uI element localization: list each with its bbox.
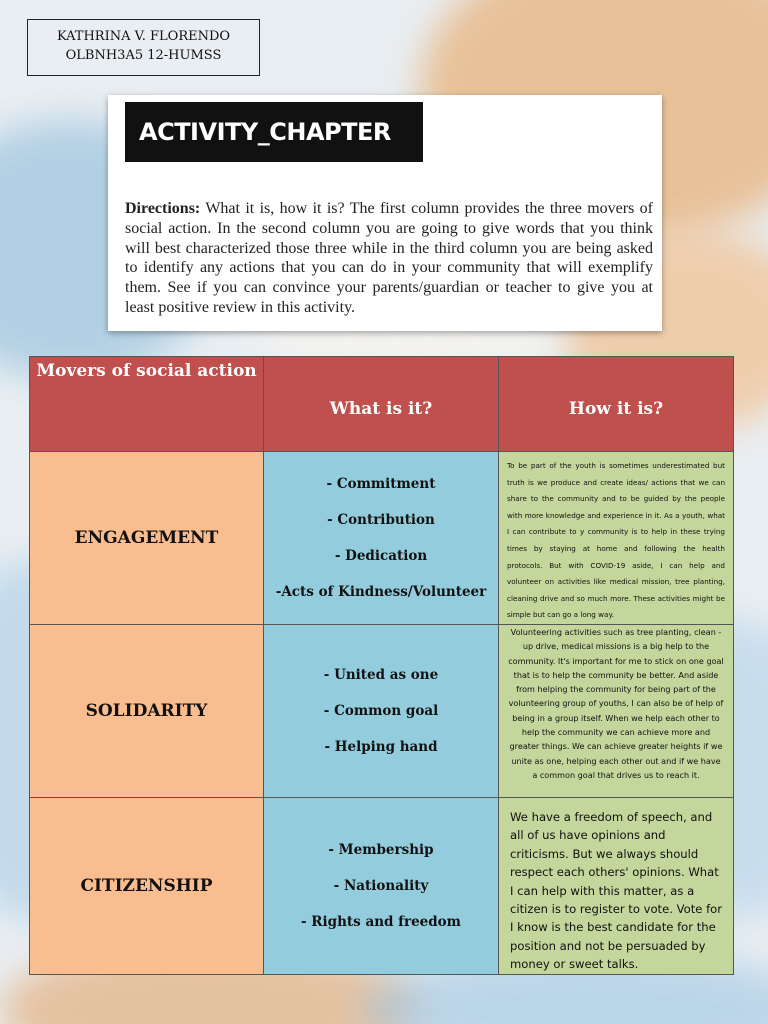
mover-cell: ENGAGEMENT (30, 452, 264, 625)
what-item: - Nationality (333, 877, 429, 894)
what-cell (264, 625, 499, 798)
header-movers: Movers of social action (30, 357, 264, 452)
how-cell (499, 625, 734, 798)
directions-paragraph (125, 199, 653, 318)
what-item: -Acts of Kindness/Volunteer (275, 584, 487, 600)
header-how: How it is? (499, 357, 734, 452)
mover-cell: SOLIDARITY (30, 625, 264, 798)
student-info-box (27, 19, 260, 76)
what-item: - United as one (323, 667, 439, 683)
activity-title: ACTIVITY_CHAPTER 10 (125, 102, 423, 162)
what-item: - Rights and freedom (301, 913, 461, 930)
what-item: - Common goal (323, 703, 439, 719)
how-text: We have a freedom of speech, and all of us have opinions and criticisms. But we always should respect each others' opinions. What I can help with this matter, as a citizen is to register to vote. Vote for I know is the best candidate for the position and not be persuaded by money or sweet talks. (510, 810, 723, 972)
table-row (30, 452, 734, 625)
what-item: - Helping hand (324, 739, 438, 755)
what-item: - Dedication (334, 548, 428, 564)
directions-label: Directions: (125, 200, 201, 217)
header-what: What is it? (264, 357, 499, 452)
mover-cell: CITIZENSHIP (30, 798, 264, 975)
how-text: Volunteering activities such as tree planting, clean -up drive, medical missions is a big help to the community. It's important for me to stick on one goal that is to help the community be better. And aside from helping the community for being part of the volunteering group of youths, I can also be of help of being in a group itself. When we help each other to help the community we can achieve more and greater things. We can achieve greater heights if we unite as one, helping each other out and if we have a common goal that drives us to reach it. (508, 627, 724, 780)
how-cell (499, 452, 734, 625)
directions-text: What it is, how it is? The first column provides the three movers of social action. In the second column you are going to give words that you think will best characterized those three while in the third column you are being asked to identify any actions that you can do in your community that will exemplify them. See if you can convince your parents/guardian or teacher to give you at least positive review in this activity. (125, 200, 653, 316)
activity-card (108, 95, 662, 331)
student-name: KATHRINA V. FLORENDO (56, 29, 231, 44)
what-item: - Commitment (326, 476, 436, 492)
what-item: - Contribution (327, 512, 435, 528)
movers-table (29, 356, 734, 975)
how-text: To be part of the youth is sometimes underestimated but truth is we produce and create ideas/ actions that we can share to the community and to be guided by the people with more knowledge and experience in it. As a youth, what I can contribute to y community is to help in these trying times by staying at home and following the health protocols. But with COVID-19 aside, I can help and volunteer on activities like medical mission, tree planting, cleaning drive and so much more. These activities might be simple but can go a long way. (507, 461, 725, 620)
what-cell (264, 452, 499, 625)
how-cell (499, 798, 734, 975)
table-header-row (30, 357, 734, 452)
student-section: OLBNH3A5 12-HUMSS (65, 48, 222, 63)
what-cell (264, 798, 499, 975)
what-item: - Membership (328, 841, 434, 858)
table-row (30, 625, 734, 798)
table-row (30, 798, 734, 975)
